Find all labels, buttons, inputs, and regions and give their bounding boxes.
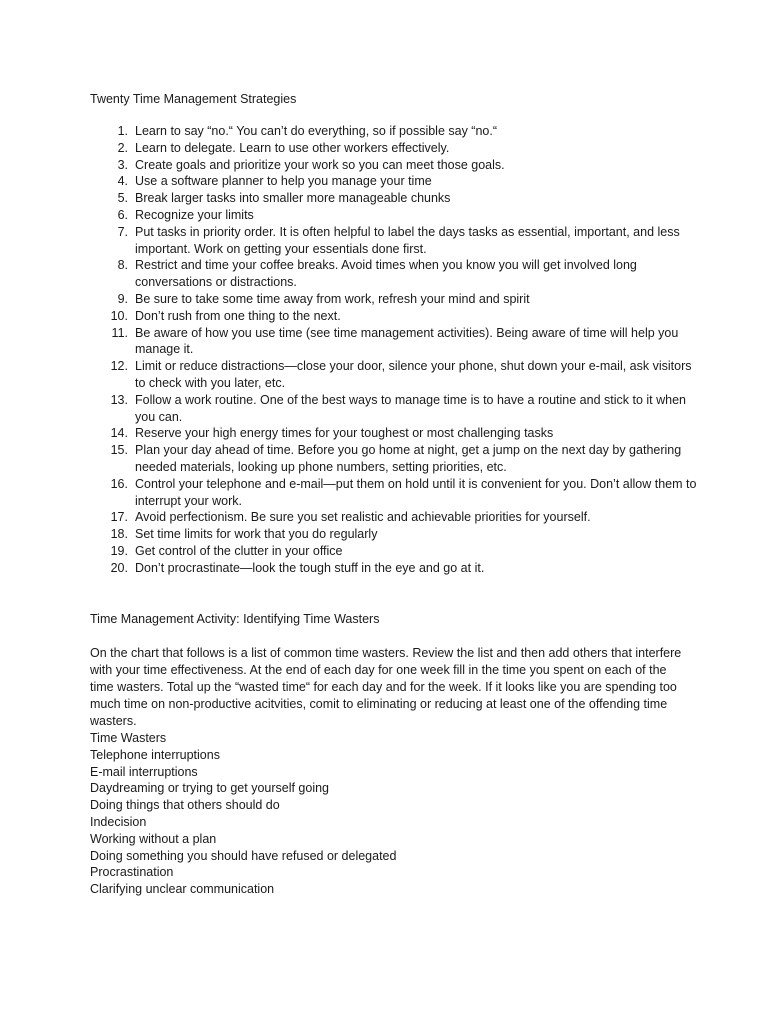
list-text: Be aware of how you use time (see time management activities). Being aware of time will help you manage it. bbox=[135, 325, 679, 357]
list-item bbox=[108, 308, 698, 325]
list-item bbox=[108, 442, 698, 476]
list-item bbox=[108, 257, 698, 291]
list-item: Doing things that others should do bbox=[90, 798, 280, 813]
list-text: Don’t procrastinate—look the tough stuff in the eye and go at it. bbox=[135, 560, 485, 575]
list-number: 2. bbox=[117, 140, 128, 155]
list-number: 7. bbox=[117, 224, 128, 239]
list-number: 8. bbox=[117, 258, 128, 273]
strategy-list bbox=[108, 123, 698, 577]
list-item bbox=[108, 190, 698, 207]
list-item bbox=[108, 543, 698, 560]
activity-paragraph: On the chart that follows is a list of common time wasters. Review the list and then add others that interfere with your time effectiveness. At the end of each day for one week fill in the time you spent on each of the time wasters. Total up the “wasted time“ for each day and for the week. If it looks like you are spending too much time on non-productive acitvities, comit to eliminating or reducing at least one of the offending time wasters. bbox=[90, 646, 682, 728]
list-text: Recognize your limits bbox=[135, 207, 254, 222]
list-item: Time Wasters bbox=[90, 731, 167, 745]
list-text: Limit or reduce distractions—close your door, silence your phone, shut down your e-mail, ask visitors to check with you later, etc. bbox=[135, 359, 692, 390]
list-item bbox=[108, 358, 698, 392]
list-text: Plan your day ahead of time. Before you go home at night, get a jump on the next day by gathering needed materials, looking up phone numbers, setting priorities, etc. bbox=[135, 443, 682, 474]
list-text: Restrict and time your coffee breaks. Avoid times when you know you will get involved long conversations or distractions. bbox=[135, 258, 637, 290]
list-number: 14. bbox=[110, 426, 128, 441]
list-item: Working without a plan bbox=[90, 831, 217, 846]
list-item: Daydreaming or trying to get yourself going bbox=[90, 781, 330, 796]
list-text: Reserve your high energy times for your toughest or most challenging tasks bbox=[135, 426, 554, 441]
list-number: 17. bbox=[110, 510, 128, 525]
list-text: Create goals and prioritize your work so you can meet those goals. bbox=[135, 157, 505, 172]
list-item: Clarifying unclear communication bbox=[90, 882, 275, 897]
list-text: Set time limits for work that you do regularly bbox=[135, 527, 378, 542]
list-number: 6. bbox=[117, 207, 128, 222]
list-text: Use a software planner to help you manage your time bbox=[135, 174, 432, 189]
list-text: Control your telephone and e-mail—put them on hold until it is convenient for you. Don’t allow them to interrupt your work. bbox=[135, 476, 697, 508]
list-text: Follow a work routine. One of the best ways to manage time is to have a routine and stick to it when you can. bbox=[135, 392, 686, 424]
list-text: Learn to say “no.“ You can’t do everything, so if possible say “no.“ bbox=[135, 124, 498, 138]
list-item bbox=[108, 140, 698, 157]
list-number: 10. bbox=[110, 308, 128, 323]
list-number: 9. bbox=[117, 291, 128, 306]
activity-title: Time Management Activity: Identifying Time Wasters bbox=[90, 612, 380, 626]
list-number: 1. bbox=[117, 124, 128, 138]
list-number: 18. bbox=[110, 527, 128, 542]
list-number: 15. bbox=[110, 443, 128, 458]
list-number: 20. bbox=[110, 560, 128, 575]
list-item bbox=[108, 224, 698, 258]
list-text: Break larger tasks into smaller more manageable chunks bbox=[135, 191, 451, 206]
list-number: 4. bbox=[117, 174, 128, 189]
list-item: Procrastination bbox=[90, 865, 174, 880]
list-text: Be sure to take some time away from work, refresh your mind and spirit bbox=[135, 291, 530, 306]
list-item bbox=[108, 291, 698, 308]
list-item bbox=[108, 526, 698, 543]
list-item bbox=[108, 157, 698, 174]
list-item bbox=[108, 173, 698, 190]
list-item bbox=[108, 207, 698, 224]
list-number: 3. bbox=[117, 157, 128, 172]
document-title: Twenty Time Management Strategies bbox=[90, 92, 297, 106]
list-item bbox=[108, 509, 698, 526]
list-item bbox=[108, 123, 698, 140]
list-item bbox=[108, 476, 698, 510]
list-item: E-mail interruptions bbox=[90, 764, 198, 779]
list-text: Learn to delegate. Learn to use other workers effectively. bbox=[135, 140, 450, 155]
list-number: 12. bbox=[110, 359, 128, 374]
list-item: Indecision bbox=[90, 814, 147, 829]
list-text: Don’t rush from one thing to the next. bbox=[135, 308, 341, 323]
list-item bbox=[108, 392, 698, 426]
list-number: 16. bbox=[110, 476, 128, 491]
list-text: Avoid perfectionism. Be sure you set realistic and achievable priorities for yourself. bbox=[135, 510, 591, 525]
list-number: 13. bbox=[110, 392, 128, 407]
list-number: 19. bbox=[110, 543, 128, 558]
list-text: Put tasks in priority order. It is often helpful to label the days tasks as essential, important, and less important. Work on getting your essentials done first. bbox=[135, 224, 680, 256]
list-number: 11. bbox=[111, 325, 128, 340]
list-text: Get control of the clutter in your office bbox=[135, 543, 343, 558]
time-wasters-list bbox=[90, 730, 396, 898]
list-item: Telephone interruptions bbox=[90, 747, 220, 762]
list-item bbox=[108, 560, 698, 577]
list-number: 5. bbox=[117, 191, 128, 206]
list-item bbox=[108, 425, 698, 442]
list-item: Doing something you should have refused or delegated bbox=[90, 848, 397, 863]
list-item bbox=[108, 325, 698, 359]
